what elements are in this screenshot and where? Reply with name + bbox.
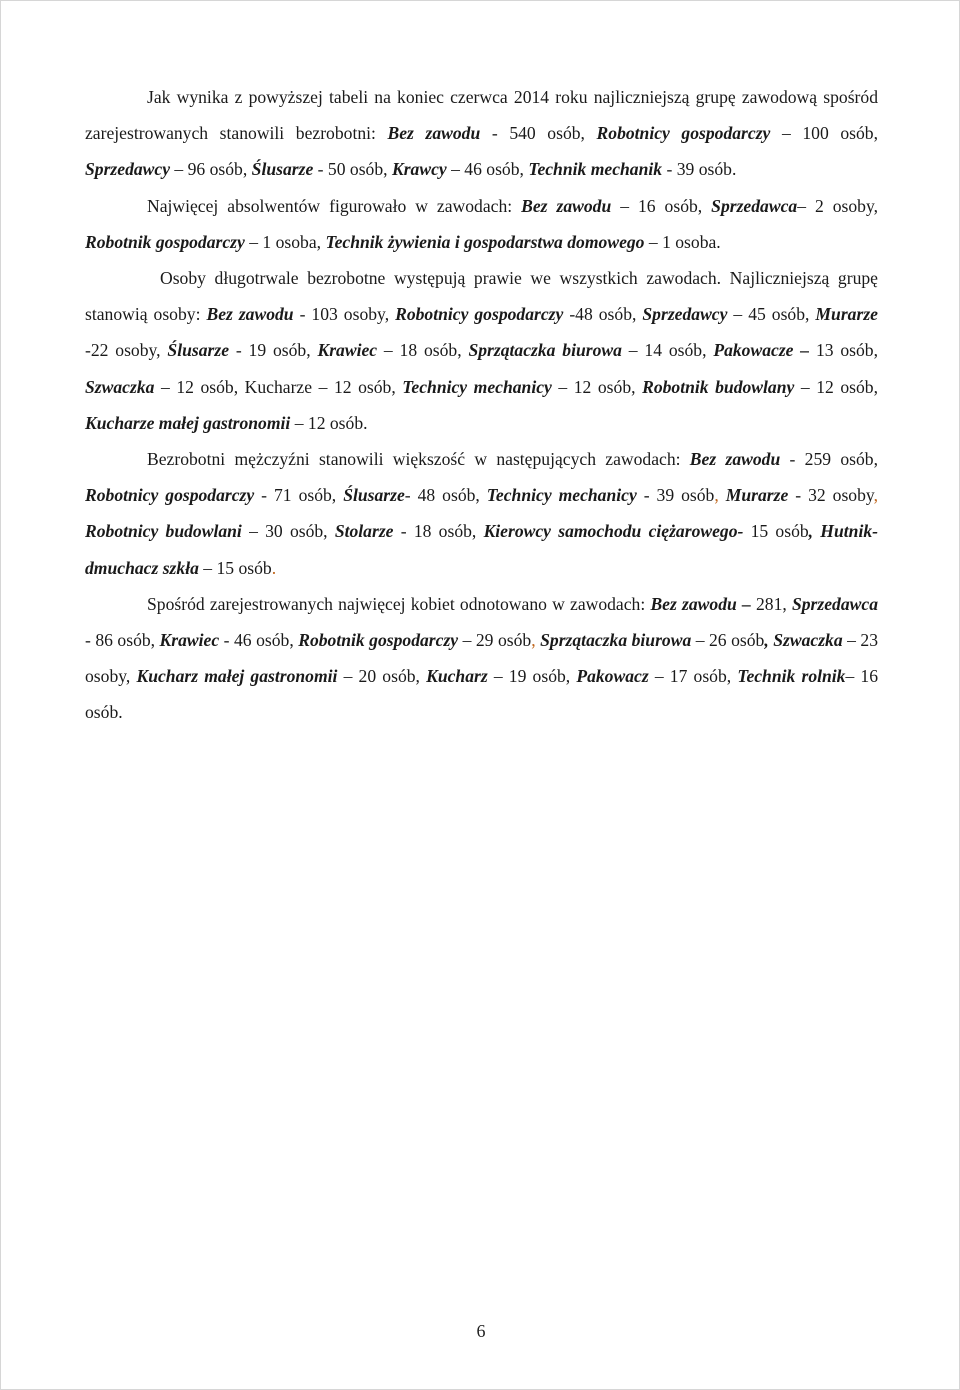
profession-name: Sprzedawca xyxy=(711,195,798,216)
paragraph-women xyxy=(85,586,878,731)
text-segment: – 23 osoby, xyxy=(85,630,878,687)
body-text xyxy=(85,79,878,731)
text-segment: - 86 osób, xyxy=(85,630,160,651)
text-segment: – 12 osób, Kucharze – 12 osób, xyxy=(154,376,403,397)
profession-emphasis xyxy=(402,377,552,397)
profession-name: Murarze xyxy=(725,485,789,506)
text-segment: - 71 osób, xyxy=(254,485,344,506)
text-segment xyxy=(719,485,726,505)
text-segment: - 19 osób, xyxy=(229,340,318,361)
profession-name: Robotnicy gospodarczy xyxy=(85,485,255,506)
text-segment: – 19 osób, xyxy=(487,666,577,687)
text-segment: – 1 osoba. xyxy=(644,231,721,252)
profession-name: Sprzedawcy xyxy=(642,304,728,325)
text-segment: – 96 osób, xyxy=(170,159,252,180)
profession-emphasis xyxy=(713,340,809,360)
profession-name: Bez zawodu – xyxy=(650,593,751,614)
profession-name: , Hutnik-dmuchacz szkła xyxy=(85,521,878,578)
profession-emphasis xyxy=(711,196,797,216)
profession-name: Kucharz xyxy=(426,666,488,687)
text-segment: - 103 osoby, xyxy=(293,304,396,325)
profession-name: Bez zawodu xyxy=(206,304,294,325)
profession-emphasis xyxy=(85,485,254,505)
text-segment: – 100 osób, xyxy=(770,123,878,144)
paragraph-men xyxy=(85,441,878,586)
profession-emphasis xyxy=(737,666,845,686)
profession-emphasis xyxy=(764,630,842,650)
profession-name: Bez zawodu xyxy=(521,195,612,216)
profession-emphasis xyxy=(484,521,744,541)
profession-emphasis xyxy=(388,123,481,143)
accent-punctuation: , xyxy=(531,630,536,651)
profession-name: Sprzedawca xyxy=(791,593,878,614)
profession-emphasis xyxy=(642,304,727,324)
profession-name: Robotnik gospodarczy xyxy=(85,231,245,252)
profession-emphasis xyxy=(206,304,293,324)
profession-name: Sprzątaczka biurowa xyxy=(540,630,692,651)
text-segment: – 16 osób. xyxy=(85,666,879,723)
text-segment: Jak wynika z powyższej tabeli na koniec czerwca 2014 roku najliczniejszą grupę zawodową spośród zarejestrowanych stanowili bezrobotni: xyxy=(85,87,878,144)
profession-emphasis xyxy=(815,304,878,324)
profession-name: Stolarze xyxy=(334,521,394,542)
text-segment: Spośród zarejestrowanych najwięcej kobiet odnotowano w zawodach: xyxy=(147,593,651,614)
profession-name: Robotnik gospodarczy xyxy=(298,630,459,651)
profession-emphasis xyxy=(85,232,245,252)
profession-name: Bez zawodu xyxy=(387,123,481,144)
text-segment: 281, xyxy=(750,593,792,614)
profession-name: Robotnik budowlany xyxy=(642,376,795,397)
profession-emphasis xyxy=(597,123,771,143)
profession-name: Robotnicy budowlani xyxy=(85,521,242,542)
profession-name: Sprzedawcy xyxy=(85,159,171,180)
profession-name: Ślusarze xyxy=(251,159,314,180)
profession-name: Technicy mechanicy xyxy=(402,376,552,397)
text-segment: – 12 osób. xyxy=(290,412,368,433)
profession-name: , Szwaczka xyxy=(764,630,843,651)
profession-emphasis xyxy=(335,521,394,541)
profession-name: Pakowacz xyxy=(576,666,649,687)
text-segment: Bezrobotni mężczyźni stanowili większość w następujących zawodach: xyxy=(147,449,690,470)
text-segment: - 48 osób, xyxy=(404,485,487,506)
profession-emphasis xyxy=(325,232,644,252)
profession-emphasis xyxy=(85,159,170,179)
profession-name: Ślusarze xyxy=(343,485,405,506)
profession-emphasis xyxy=(85,377,154,397)
profession-emphasis xyxy=(343,485,405,505)
profession-name: Pakowacze – xyxy=(713,340,810,361)
profession-name: Kierowcy samochodu ciężarowego- xyxy=(483,521,744,542)
profession-name: Krawcy xyxy=(391,159,447,180)
text-segment: – 1 osoba, xyxy=(244,231,326,252)
accent-punctuation: , xyxy=(873,485,878,506)
text-segment: 15 osób xyxy=(743,521,809,542)
profession-emphasis xyxy=(395,304,563,324)
profession-name: Sprzątaczka biurowa xyxy=(468,340,622,361)
profession-emphasis xyxy=(160,630,220,650)
text-segment: – 12 osób, xyxy=(551,376,643,397)
text-segment: – 20 osób, xyxy=(337,666,427,687)
profession-emphasis xyxy=(487,485,637,505)
text-segment: – 15 osób xyxy=(198,557,272,578)
page-number: 6 xyxy=(476,1321,486,1341)
profession-name: Robotnicy gospodarczy xyxy=(395,304,564,325)
profession-name: Kucharze małej gastronomii xyxy=(85,412,291,433)
text-segment: – 14 osób, xyxy=(621,340,714,361)
profession-emphasis xyxy=(642,377,794,397)
text-segment: - 50 osób, xyxy=(313,159,392,180)
profession-name: Technik żywienia i gospodarstwa domowego xyxy=(325,231,645,252)
profession-emphasis xyxy=(576,666,648,686)
text-segment: - 39 osób xyxy=(636,485,715,506)
profession-emphasis xyxy=(521,196,611,216)
text-segment: – 45 osób, xyxy=(727,304,816,325)
profession-emphasis xyxy=(252,159,314,179)
profession-emphasis xyxy=(426,666,488,686)
text-segment: -22 osoby, xyxy=(85,340,168,361)
profession-emphasis xyxy=(650,594,750,614)
profession-name: Technik rolnik xyxy=(737,666,846,687)
profession-emphasis xyxy=(85,413,290,433)
profession-name: Kucharz małej gastronomii xyxy=(136,666,338,687)
profession-emphasis xyxy=(167,340,229,360)
profession-emphasis xyxy=(317,340,377,360)
profession-emphasis xyxy=(690,449,780,469)
profession-name: Murarze xyxy=(815,304,878,325)
profession-name: Ślusarze xyxy=(167,340,230,361)
text-segment: - 18 osób, xyxy=(393,521,484,542)
profession-name: Technicy mechanicy xyxy=(486,485,637,506)
profession-name: Szwaczka xyxy=(85,376,155,397)
paragraph-top-professions xyxy=(85,79,878,188)
text-segment: - 540 osób, xyxy=(480,123,597,144)
profession-emphasis xyxy=(792,594,878,614)
text-segment: – 30 osób, xyxy=(241,521,335,542)
profession-emphasis xyxy=(85,521,242,541)
paragraph-graduates xyxy=(85,188,878,260)
text-segment: – 26 osób xyxy=(691,630,765,651)
text-segment: – 12 osób, xyxy=(794,376,878,397)
profession-name: Krawiec xyxy=(317,340,378,361)
profession-emphasis xyxy=(298,630,458,650)
profession-emphasis xyxy=(136,666,337,686)
text-segment: – 18 osób, xyxy=(377,340,469,361)
text-segment: 13 osób, xyxy=(809,340,879,361)
text-segment: Najwięcej absolwentów figurowało w zawodach: xyxy=(147,195,522,216)
text-segment: – 17 osób, xyxy=(648,666,738,687)
accent-punctuation: , xyxy=(714,485,719,506)
profession-emphasis xyxy=(468,340,622,360)
text-segment: - 259 osób, xyxy=(780,449,878,470)
profession-name: Robotnicy gospodarczy xyxy=(596,123,771,144)
accent-punctuation: . xyxy=(271,557,277,578)
text-segment: - 32 osoby xyxy=(788,485,874,506)
profession-emphasis xyxy=(540,630,691,650)
text-segment: – 16 osób, xyxy=(611,195,712,216)
text-segment: – 2 osoby, xyxy=(797,195,879,216)
paragraph-long-term-unemployed xyxy=(85,260,878,441)
profession-name: Bez zawodu xyxy=(689,449,781,470)
text-segment: Osoby długotrwale bezrobotne występują prawie we wszystkich zawodach. Najliczniejszą grupę stanowią osoby: xyxy=(85,268,878,325)
profession-name: Technik mechanik xyxy=(528,159,663,180)
text-segment: - 46 osób, xyxy=(219,630,299,651)
text-segment: -48 osób, xyxy=(563,304,643,325)
profession-emphasis xyxy=(528,159,662,179)
text-segment: – 46 osób, xyxy=(446,159,529,180)
profession-emphasis xyxy=(726,485,789,505)
profession-name: Krawiec xyxy=(159,630,220,651)
text-segment: - 39 osób. xyxy=(662,159,737,180)
profession-emphasis xyxy=(392,159,447,179)
text-segment: – 29 osób xyxy=(458,630,532,651)
